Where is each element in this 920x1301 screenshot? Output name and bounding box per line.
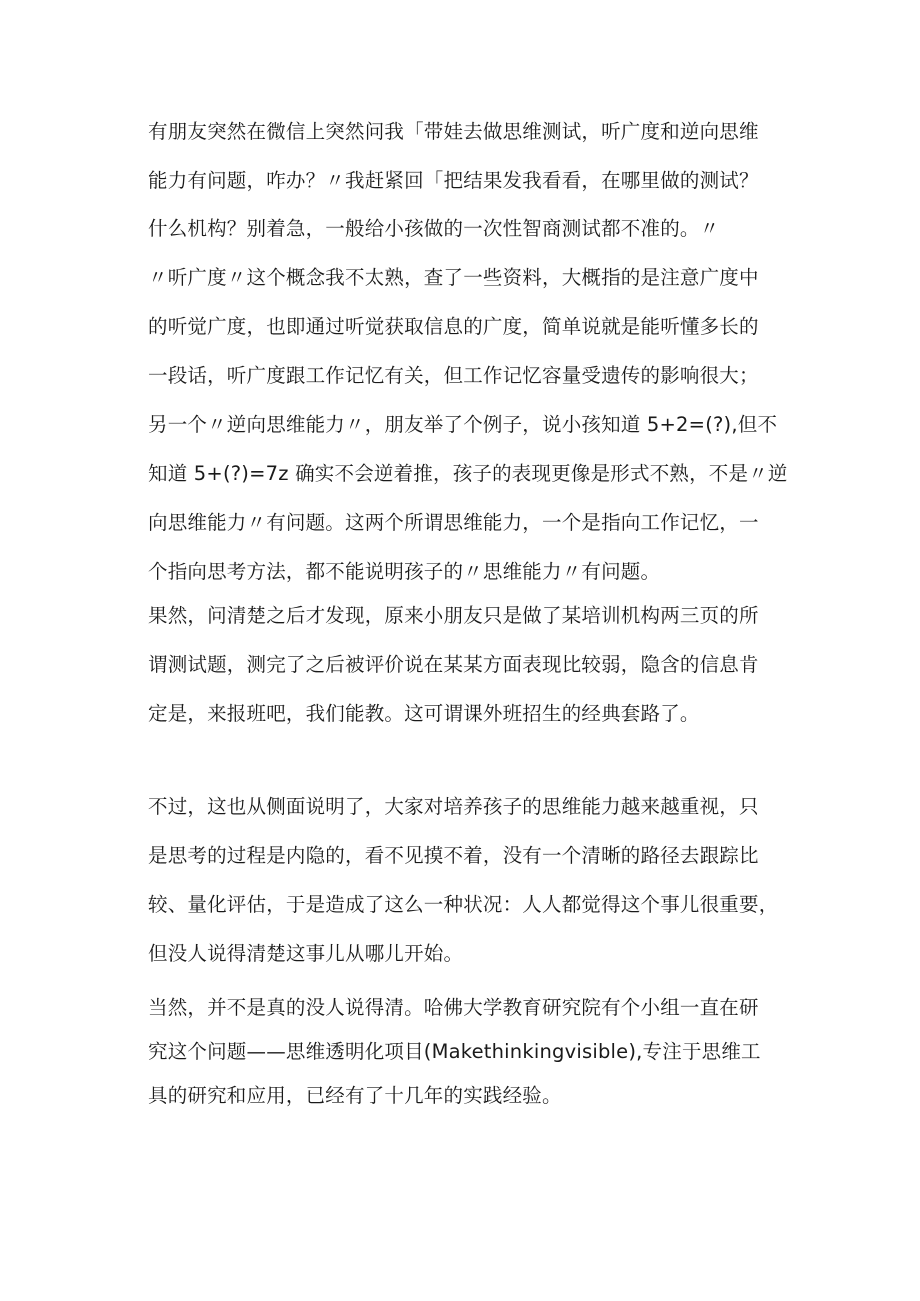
paragraph-4-line-3: 较、量化评估，于是造成了这么一种状况：人人都觉得这个事儿很重要， <box>148 893 779 916</box>
paragraph-2-line-1: 〃听广度〃这个概念我不太熟，查了一些资料，大概指的是注意广度中 <box>148 266 759 289</box>
paragraph-2-line-3: 一段话，听广度跟工作记忆有关，但工作记忆容量受遗传的影响很大； <box>148 364 759 387</box>
paragraph-2-line-7: 个指向思考方法，都不能说明孩子的〃思维能力〃有问题。 <box>148 560 661 583</box>
paragraph-4-line-4: 但没人说得清楚这事儿从哪儿开始。 <box>148 942 464 965</box>
paragraph-3-line-3: 定是，来报班吧，我们能教。这可谓课外班招生的经典套路了。 <box>148 702 700 725</box>
paragraph-1-line-2: 能力有问题，咋办？〃我赶紧回「把结果发我看看，在哪里做的测试？ <box>148 169 759 192</box>
paragraph-2-line-2: 的听觉广度，也即通过听觉获取信息的广度，简单说就是能听懂多长的 <box>148 315 759 338</box>
paragraph-4-line-1: 不过，这也从侧面说明了，大家对培养孩子的思维能力越来越重视，只 <box>148 795 759 818</box>
paragraph-3-line-2: 谓测试题，测完了之后被评价说在某某方面表现比较弱，隐含的信息肯 <box>148 653 759 676</box>
paragraph-2-line-5: 知道 5+(?)=7z 确实不会逆着推，孩子的表现更像是形式不熟，不是〃逆 <box>148 462 788 485</box>
paragraph-5-line-1: 当然，并不是真的没人说得清。哈佛大学教育研究院有个小组一直在研 <box>148 996 759 1019</box>
paragraph-5-line-3: 具的研究和应用，已经有了十几年的实践经验。 <box>148 1084 562 1107</box>
paragraph-1-line-3: 什么机构？别着急，一般给小孩做的一次性智商测试都不准的。〃 <box>148 217 720 240</box>
paragraph-3-line-1: 果然，问清楚之后才发现，原来小朋友只是做了某培训机构两三页的所 <box>148 604 759 627</box>
paragraph-2-line-6: 向思维能力〃有问题。这两个所谓思维能力，一个是指向工作记忆，一 <box>148 511 759 534</box>
paragraph-4-line-2: 是思考的过程是内隐的，看不见摸不着，没有一个清晰的路径去跟踪比 <box>148 844 759 867</box>
paragraph-5-line-2: 究这个问题——思维透明化项目(Makethinkingvisible),专注于思维工 <box>148 1040 761 1063</box>
paragraph-2-line-4: 另一个〃逆向思维能力〃，朋友举了个例子，说小孩知道 5+2=(?),但不 <box>148 413 778 436</box>
paragraph-1-line-1: 有朋友突然在微信上突然问我「带娃去做思维测试，听广度和逆向思维 <box>148 120 759 143</box>
